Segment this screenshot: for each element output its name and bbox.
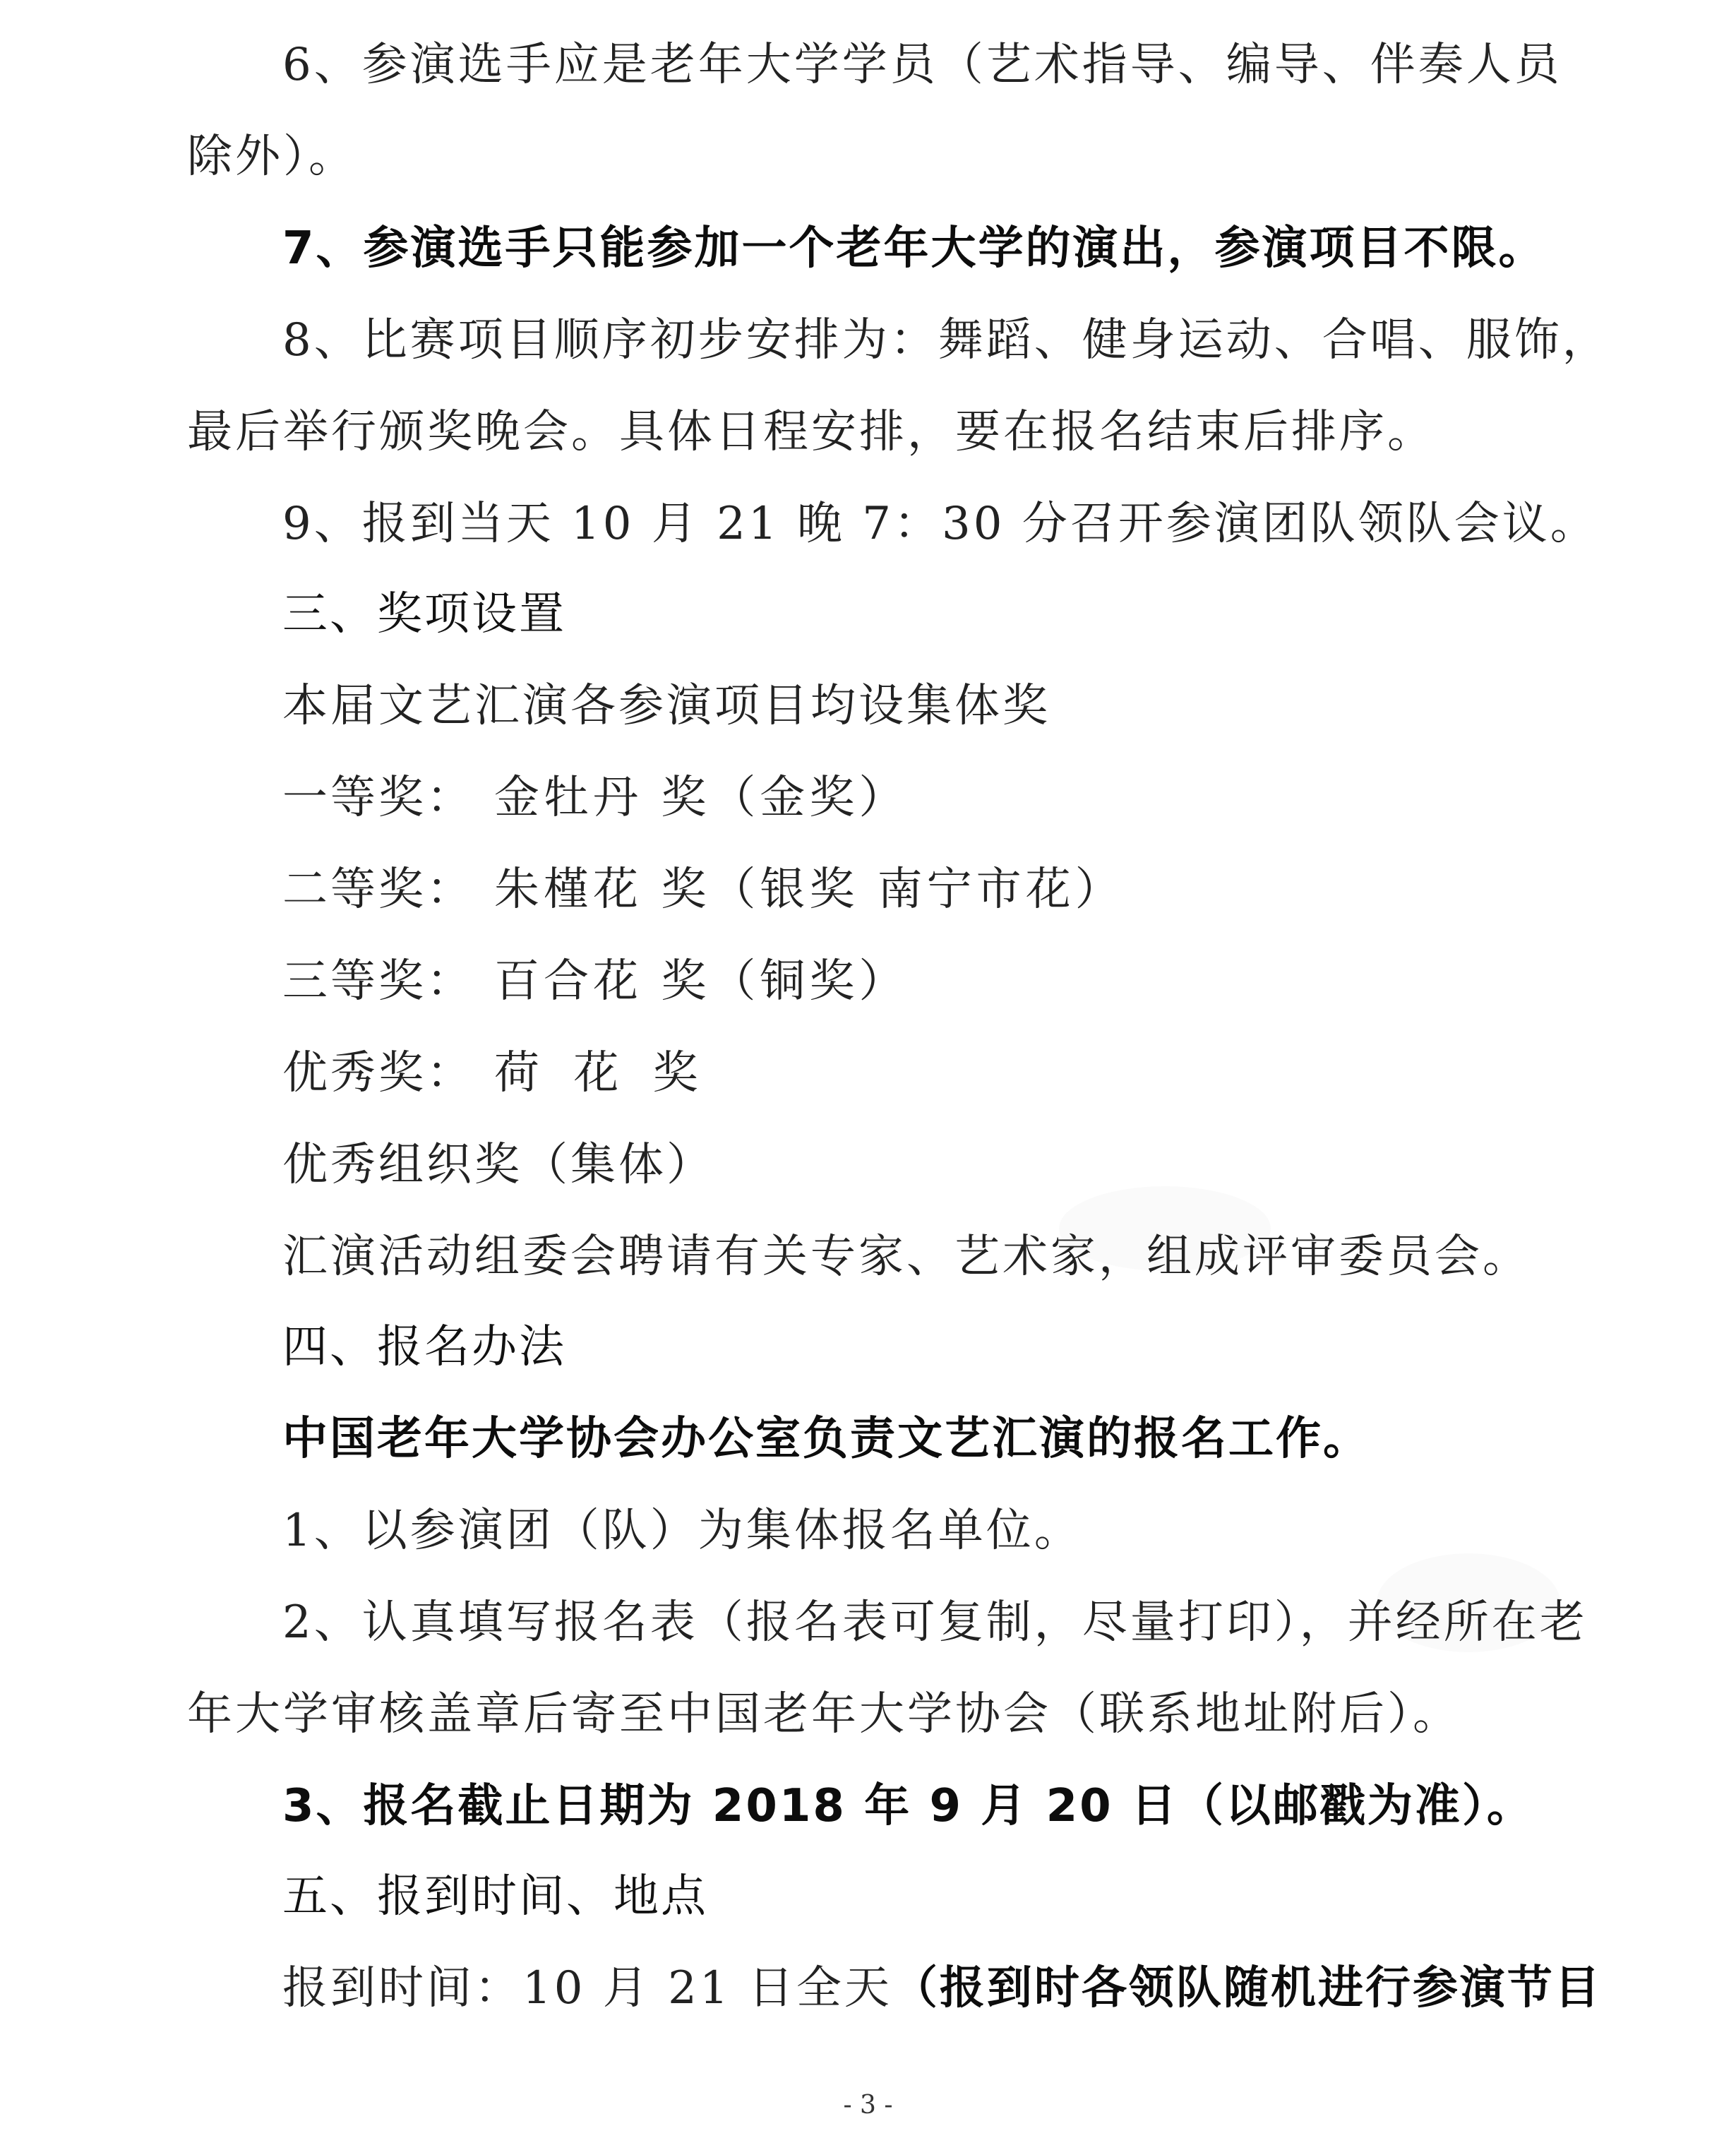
award-name-third: 百合花 奖（铜奖） <box>494 955 909 1008</box>
page-number: - 3 - <box>843 2091 893 2120</box>
item-6-line-1: 6、参演选手应是老年大学学员（艺术指导、编导、伴奏人员 <box>282 39 1562 91</box>
item-9: 9、报到当天 10 月 21 晚 7：30 分召开参演团队领队会议。 <box>282 498 1598 550</box>
report-time <box>282 1960 1602 2017</box>
section-3-heading: 三、奖项设置 <box>282 588 566 640</box>
registration-step-1: 1、以参演团（队）为集体报名单位。 <box>282 1505 1082 1557</box>
award-label-third: 三等奖： <box>282 955 474 1008</box>
item-7: 7、参演选手只能参加一个老年大学的演出，参演项目不限。 <box>282 222 1546 275</box>
jury-statement: 汇演活动组委会聘请有关专家、艺术家，组成评审委员会。 <box>282 1231 1531 1283</box>
item-8-line-2: 最后举行颁奖晚会。具体日程安排，要在报名结束后排序。 <box>187 406 1435 458</box>
award-name-excellence: 荷 花 奖 <box>494 1047 708 1099</box>
award-label-first: 一等奖： <box>282 772 474 824</box>
awards-intro: 本届文艺汇演各参演项目均设集体奖 <box>282 680 1050 732</box>
award-name-second: 朱槿花 奖（银奖 南宁市花） <box>494 864 1125 916</box>
item-8-line-1: 8、比赛项目顺序初步安排为：舞蹈、健身运动、合唱、服饰， <box>282 314 1610 366</box>
report-time-regular: 报到时间：10 月 21 日全天 <box>282 1962 892 2014</box>
registration-office: 中国老年大学协会办公室负责文艺汇演的报名工作。 <box>282 1413 1370 1465</box>
award-label-second: 二等奖： <box>282 864 474 916</box>
registration-step-2-line-1: 2、认真填写报名表（报名表可复制，尽量打印），并经所在老 <box>282 1596 1588 1649</box>
award-name-first: 金牡丹 奖（金奖） <box>494 772 909 824</box>
award-label-excellence: 优秀奖： <box>282 1047 474 1099</box>
organization-award: 优秀组织奖（集体） <box>282 1139 714 1191</box>
section-5-heading: 五、报到时间、地点 <box>282 1870 708 1923</box>
report-time-bold: （报到时各领队随机进行参演节目 <box>892 1962 1602 2014</box>
registration-step-2-line-2: 年大学审核盖章后寄至中国老年大学协会（联系地址附后）。 <box>187 1688 1461 1740</box>
item-6-line-2: 除外）。 <box>187 131 357 183</box>
section-4-heading: 四、报名办法 <box>282 1321 566 1373</box>
registration-deadline: 3、报名截止日期为 2018 年 9 月 20 日（以邮戳为准）。 <box>282 1780 1534 1832</box>
